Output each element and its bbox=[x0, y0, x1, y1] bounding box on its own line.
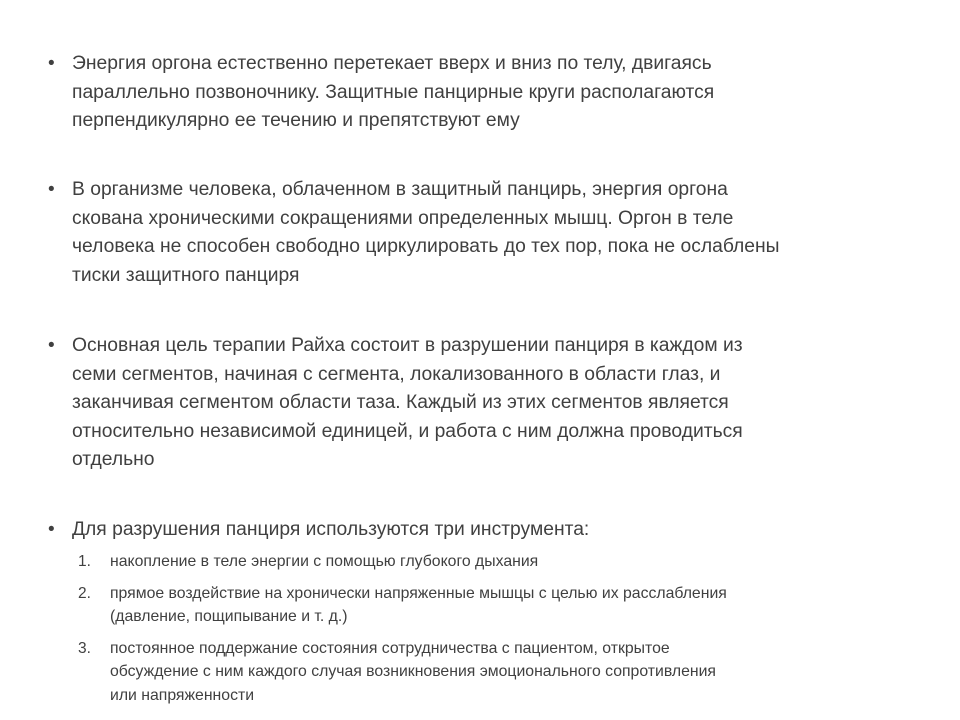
bullet-line: семи сегментов, начиная с сегмента, локализованного в области глаз, и bbox=[72, 363, 721, 385]
bullet-marker: • bbox=[48, 179, 55, 200]
bullet-line: человека не способен свободно циркулировать до тех пор, пока не ослаблены bbox=[72, 236, 780, 258]
bullet-line: В организме человека, облаченном в защитный панцирь, энергия оргона bbox=[72, 179, 728, 200]
bullet-line: скована хроническими сокращениями определенных мышц. Оргон в теле bbox=[72, 207, 734, 229]
bullet-line: относительно независимой единицей, и работа с ним должна проводиться bbox=[72, 420, 743, 442]
bullet-line: Основная цель терапии Райха состоит в разрушении панциря в каждом из bbox=[72, 335, 743, 356]
bullet-marker: • bbox=[48, 335, 55, 356]
bullet-line: заканчивая сегментом области таза. Каждый из этих сегментов является bbox=[72, 392, 729, 414]
bullet-line: Энергия оргона естественно перетекает вверх и вниз по телу, двигаясь bbox=[72, 53, 712, 74]
sublist-line: прямое воздействие на хронически напряженные мышцы с целью их расслабления bbox=[110, 584, 727, 602]
sublist-item bbox=[78, 582, 908, 629]
sublist-number: 3. bbox=[78, 639, 91, 657]
sublist-line: или напряженности bbox=[110, 686, 255, 704]
sublist-text bbox=[110, 637, 908, 708]
sublist-item bbox=[78, 637, 908, 708]
bullet-line: отдельно bbox=[72, 449, 155, 471]
sublist-text bbox=[110, 550, 908, 574]
sublist-line: (давление, пощипывание и т. д.) bbox=[110, 608, 348, 625]
sublist-item bbox=[78, 550, 908, 574]
bullet-text bbox=[72, 516, 908, 545]
bullet-item bbox=[48, 332, 908, 475]
bullet-line: Для разрушения панциря используются три инструмента: bbox=[72, 519, 590, 540]
bullet-line: параллельно позвоночнику. Защитные панцирные круги располагаются bbox=[72, 81, 715, 103]
sublist-number: 2. bbox=[78, 584, 91, 602]
bullet-item bbox=[48, 516, 908, 545]
bullet-marker: • bbox=[48, 519, 55, 540]
bullet-line: тиски защитного панциря bbox=[72, 264, 300, 286]
bullet-text bbox=[72, 176, 908, 290]
sublist-line: обсуждение с ним каждого случая возникновения эмоционального сопротивления bbox=[110, 663, 716, 680]
bullet-marker: • bbox=[48, 53, 55, 74]
numbered-sublist bbox=[78, 550, 908, 715]
bullet-text bbox=[72, 50, 908, 136]
sublist-text bbox=[110, 582, 908, 629]
bullet-line: перпендикулярно ее течению и препятствуют ему bbox=[72, 110, 520, 132]
bullet-item bbox=[48, 176, 908, 290]
bullet-item bbox=[48, 50, 908, 136]
sublist-line: постоянное поддержание состояния сотрудничества с пациентом, открытое bbox=[110, 639, 670, 657]
sublist-number: 1. bbox=[78, 553, 91, 570]
sublist-line: накопление в теле энергии с помощью глубокого дыхания bbox=[110, 553, 539, 570]
bullet-text bbox=[72, 332, 908, 475]
